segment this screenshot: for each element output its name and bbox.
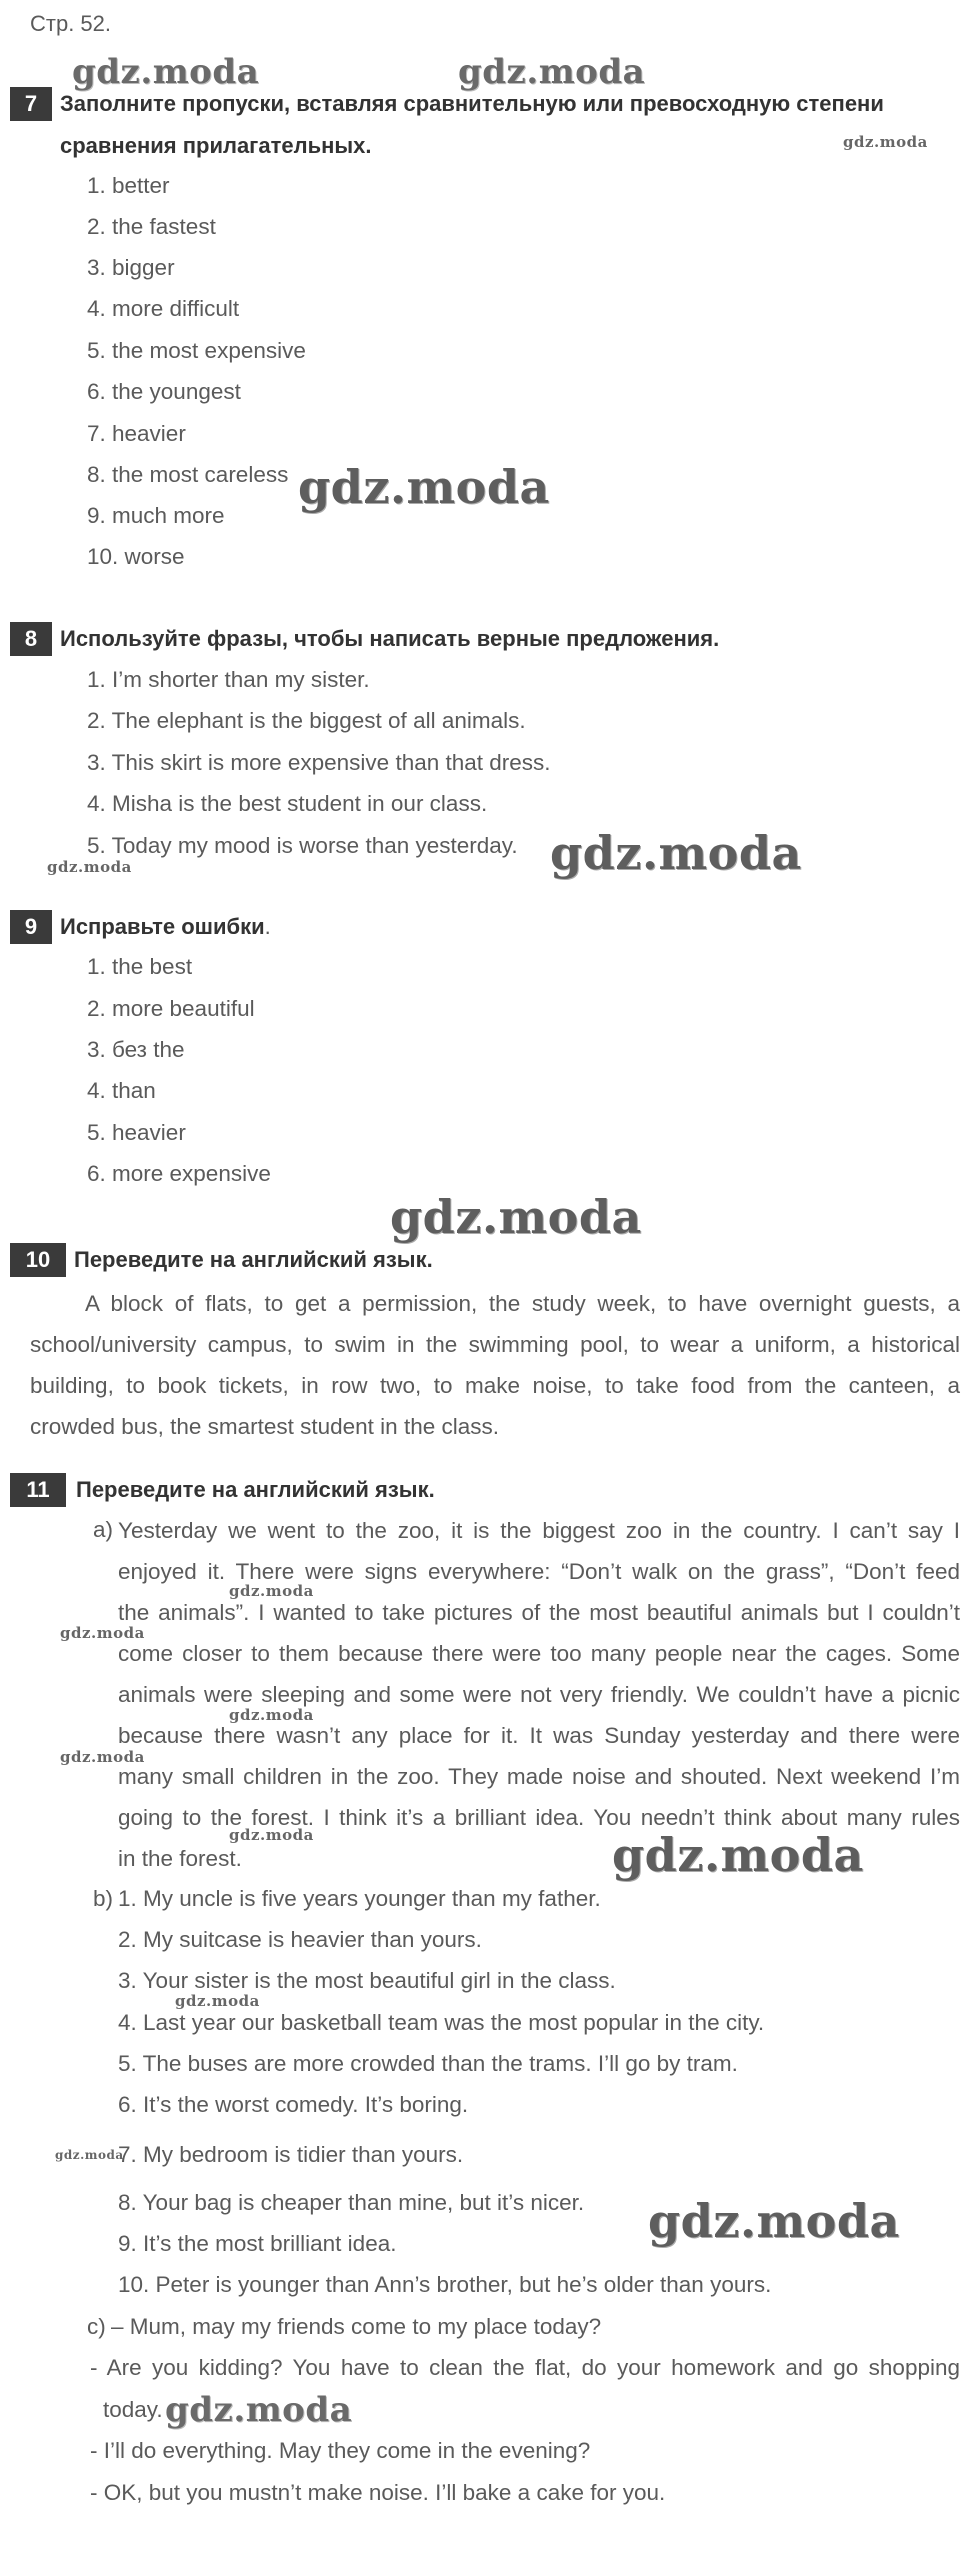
watermark-logo: gdz.moda bbox=[175, 1992, 260, 2010]
exercise-8-item: 2. The elephant is the biggest of all animals. bbox=[87, 708, 526, 733]
exercise-7-item: 7. heavier bbox=[87, 421, 186, 446]
exercise-7-item: 6. the youngest bbox=[87, 379, 241, 404]
exercise-7-item: 5. the most expensive bbox=[87, 338, 306, 363]
watermark-logo: gdz.moda bbox=[47, 858, 132, 876]
watermark-logo: gdz.moda bbox=[648, 2194, 900, 2248]
exercise-9-item: 2. more beautiful bbox=[87, 996, 255, 1021]
watermark-logo: gdz.moda bbox=[458, 52, 646, 92]
part-b-item: 9. It’s the most brilliant idea. bbox=[118, 2231, 397, 2256]
part-a-line: in the forest. bbox=[118, 1846, 242, 1871]
exercise-7-title-line2: сравнения прилагательных. bbox=[60, 133, 372, 158]
page-label: Стр. 52. bbox=[30, 11, 112, 36]
part-a-line: the animals”. I wanted to take pictures of the most beautiful animals but I couldn’t bbox=[118, 1600, 960, 1625]
exercise-9-title-period: . bbox=[264, 914, 271, 939]
watermark-logo: gdz.moda bbox=[229, 1826, 314, 1844]
exercise-number-11: 11 bbox=[10, 1473, 66, 1507]
exercise-10-line: crowded bus, the smartest student in the class. bbox=[30, 1414, 499, 1439]
watermark-logo: gdz.moda bbox=[843, 133, 928, 151]
part-a-line: going to the forest. I think it’s a brilliant idea. You needn’t think about many rules bbox=[118, 1805, 960, 1830]
part-b-item: 4. Last year our basketball team was the most popular in the city. bbox=[118, 2010, 765, 2035]
exercise-7-item: 3. bigger bbox=[87, 255, 175, 280]
watermark-logo: gdz.moda bbox=[60, 1624, 145, 1642]
exercise-8-title: Используйте фразы, чтобы написать верные предложения. bbox=[60, 626, 720, 651]
part-b-item: 8. Your bag is cheaper than mine, but it’s nicer. bbox=[118, 2190, 585, 2215]
part-c-line: - OK, but you mustn’t make noise. I’ll bake a cake for you. bbox=[90, 2480, 666, 2505]
watermark-logo: gdz.moda bbox=[72, 52, 260, 92]
part-b-item: 7. My bedroom is tidier than yours. bbox=[118, 2142, 464, 2167]
exercise-8-item: 3. This skirt is more expensive than that dress. bbox=[87, 750, 551, 775]
watermark-logo: gdz.moda bbox=[165, 2390, 353, 2430]
watermark-logo: gdz.moda bbox=[60, 1748, 145, 1766]
exercise-9-item: 6. more expensive bbox=[87, 1161, 271, 1186]
exercise-7-item: 1. better bbox=[87, 173, 170, 198]
part-c-label: c) bbox=[87, 2314, 106, 2339]
part-c-line: – Mum, may my friends come to my place today? bbox=[111, 2314, 602, 2339]
exercise-10-line: building, to book tickets, in row two, to make noise, to take food from the canteen, a bbox=[30, 1373, 960, 1398]
exercise-7-item: 10. worse bbox=[87, 544, 185, 569]
exercise-9-item: 1. the best bbox=[87, 954, 193, 979]
part-a-label: a) bbox=[93, 1517, 114, 1542]
exercise-8-item: 1. I’m shorter than my sister. bbox=[87, 667, 370, 692]
exercise-7-title: Заполните пропуски, вставляя сравнительную или превосходную степени bbox=[60, 91, 884, 116]
part-c-line-2 bbox=[90, 2347, 960, 2388]
exercise-8-item: 4. Misha is the best student in our class. bbox=[87, 791, 488, 816]
watermark-logo: gdz.moda bbox=[612, 1828, 864, 1882]
watermark-logo: gdz.moda bbox=[390, 1190, 642, 1244]
exercise-7-item: 9. much more bbox=[87, 503, 225, 528]
part-b-item: 2. My suitcase is heavier than yours. bbox=[118, 1927, 482, 1952]
exercise-number-10: 10 bbox=[10, 1243, 66, 1277]
part-a-text bbox=[118, 1510, 960, 1879]
part-c-line: - Are you kidding? You have to clean the flat, do your homework and go shopping bbox=[90, 2355, 960, 2380]
part-a-line: many small children in the zoo. They made noise and shouted. Next weekend I’m bbox=[118, 1764, 960, 1789]
exercise-7-item: 4. more difficult bbox=[87, 296, 240, 321]
watermark-logo: gdz.moda bbox=[298, 460, 550, 514]
part-b-item: 1. My uncle is five years younger than my father. bbox=[118, 1886, 601, 1911]
part-b-item: 10. Peter is younger than Ann’s brother, but he’s older than yours. bbox=[118, 2272, 772, 2297]
exercise-7-item: 8. the most careless bbox=[87, 462, 289, 487]
exercise-number-7: 7 bbox=[10, 87, 52, 121]
part-b-label: b) bbox=[93, 1886, 114, 1911]
part-a-line: Yesterday we went to the zoo, it is the biggest zoo in the country. I can’t say I bbox=[118, 1518, 960, 1543]
part-b-item: 6. It’s the worst comedy. It’s boring. bbox=[118, 2092, 469, 2117]
exercise-number-8: 8 bbox=[10, 622, 52, 656]
exercise-9-item: 3. без the bbox=[87, 1037, 185, 1062]
exercise-9-title bbox=[60, 913, 271, 941]
exercise-8-item: 5. Today my mood is worse than yesterday. bbox=[87, 833, 518, 858]
part-a-line: because there wasn’t any place for it. It was Sunday yesterday and there were bbox=[118, 1723, 960, 1748]
exercise-7-item: 2. the fastest bbox=[87, 214, 216, 239]
exercise-number-9: 9 bbox=[10, 910, 52, 944]
watermark-logo: gdz.moda bbox=[55, 2148, 124, 2162]
watermark-logo: gdz.moda bbox=[229, 1582, 314, 1600]
watermark-logo: gdz.moda bbox=[550, 826, 802, 880]
part-a-line: come closer to them because there were too many people near the cages. Some bbox=[118, 1641, 960, 1666]
exercise-10-line: school/university campus, to swim in the swimming pool, to wear a uniform, a historical bbox=[30, 1332, 960, 1357]
exercise-10-text bbox=[30, 1283, 960, 1447]
exercise-11-title: Переведите на английский язык. bbox=[76, 1477, 435, 1502]
exercise-9-item: 4. than bbox=[87, 1078, 156, 1103]
part-b-item: 5. The buses are more crowded than the trams. I’ll go by tram. bbox=[118, 2051, 738, 2076]
exercise-10-line: A block of flats, to get a permission, the study week, to have overnight guests, a bbox=[85, 1291, 960, 1316]
part-a-line: enjoyed it. There were signs everywhere: “Don’t walk on the grass”, “Don’t feed bbox=[118, 1559, 960, 1584]
exercise-10-title: Переведите на английский язык. bbox=[74, 1247, 433, 1272]
exercise-9-item: 5. heavier bbox=[87, 1120, 186, 1145]
part-a-line: animals were sleeping and some were not very friendly. We couldn’t have a picnic bbox=[118, 1682, 960, 1707]
part-c-line: - I’ll do everything. May they come in the evening? bbox=[90, 2438, 591, 2463]
part-b-item: 3. Your sister is the most beautiful girl in the class. bbox=[118, 1968, 616, 1993]
exercise-9-title-text: Исправьте ошибки bbox=[60, 914, 265, 939]
watermark-logo: gdz.moda bbox=[229, 1706, 314, 1724]
part-c-line: today. bbox=[103, 2397, 163, 2422]
